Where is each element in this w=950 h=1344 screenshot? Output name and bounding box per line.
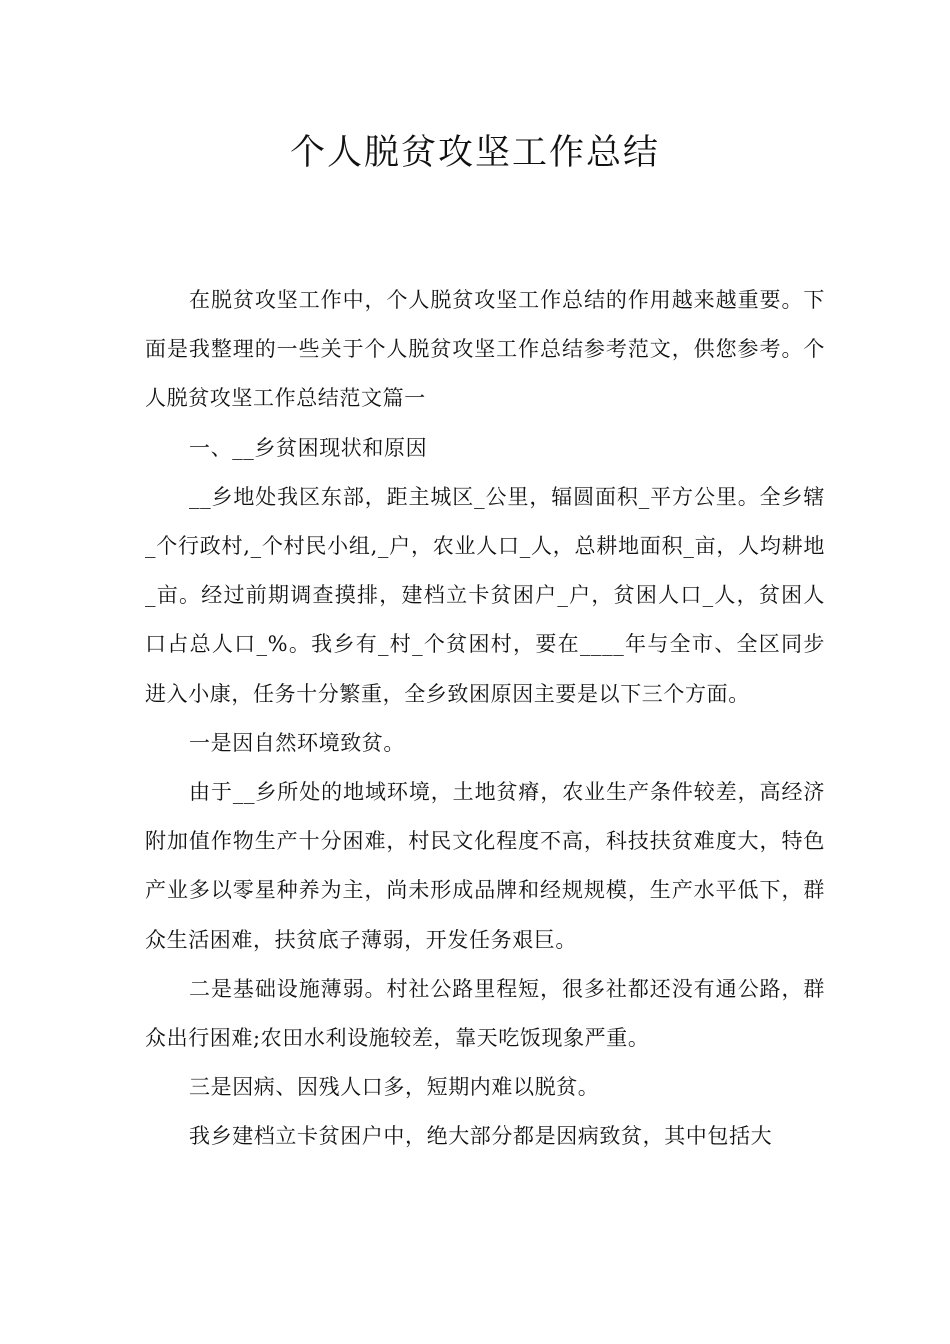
document-title: 个人脱贫攻坚工作总结 xyxy=(289,133,660,173)
heading-cause-3: 三是因病、因残人口多，短期内难以脱贫。 xyxy=(189,1075,600,1100)
document-body xyxy=(145,276,825,1162)
paragraph-intro: 在脱贫攻坚工作中，个人脱贫攻坚工作总结的作用越来越重要。下面是我整理的一些关于个人脱贫攻坚工作总结参考范文，供您参考。个人脱贫攻坚工作总结范文篇一 xyxy=(145,288,825,411)
paragraph-cause-1: 由于__乡所处的地域环境，土地贫瘠，农业生产条件较差，高经济附加值作物生产十分困难，村民文化程度不高，科技扶贫难度大，特色产业多以零星种养为主，尚未形成品牌和经规规模，生产水平低下，群众生活困难，扶贫底子薄弱，开发任务艰巨。 xyxy=(145,780,825,952)
paragraph-overview: __乡地处我区东部，距主城区_公里，辐圆面积_平方公里。全乡辖_个行政村,_个村民小组,_户，农业人口_人，总耕地面积_亩，人均耕地_亩。经过前期调查摸排，建档立卡贫困户_户，贫困人口_人，贫困人口占总人口_%。我乡有_村_个贫困村，要在____年与全市、全区同步进入小康，任务十分繁重，全乡致困原因主要是以下三个方面。 xyxy=(145,484,825,706)
heading-section-1: 一、__乡贫困现状和原因 xyxy=(189,435,428,460)
heading-cause-1: 一是因自然环境致贫。 xyxy=(189,730,405,755)
paragraph-cause-2: 二是基础设施薄弱。村社公路里程短，很多社都还没有通公路，群众出行困难;农田水利设施较差，靠天吃饭现象严重。 xyxy=(145,976,825,1051)
paragraph-cause-3: 我乡建档立卡贫困户中，绝大部分都是因病致贫，其中包括大 xyxy=(189,1124,773,1149)
